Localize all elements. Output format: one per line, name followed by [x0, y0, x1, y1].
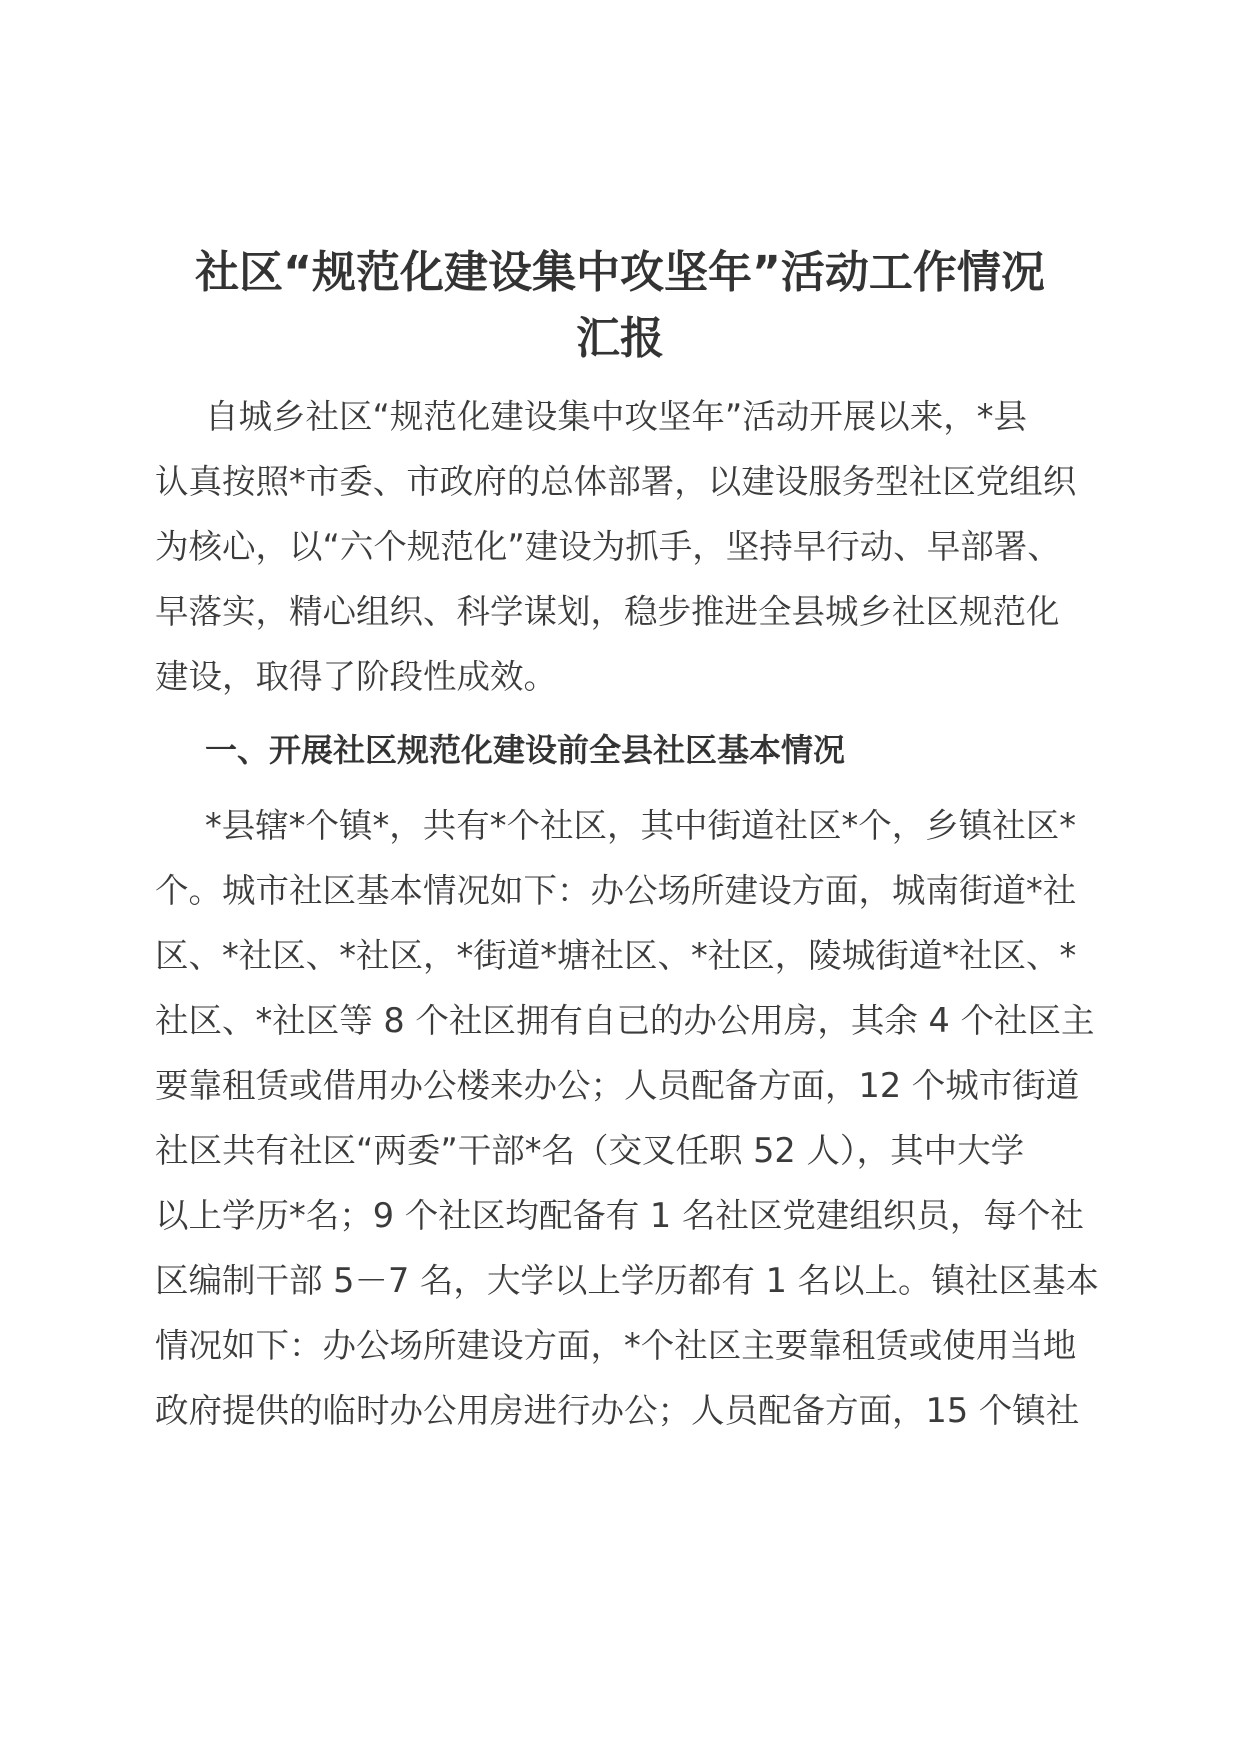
title-line-2: 汇报	[576, 313, 664, 364]
document-title	[150, 240, 1090, 372]
paragraph-line: 政府提供的临时办公用房进行办公；人员配备方面，15 个镇社	[155, 1391, 1080, 1430]
paragraph-line: 个。城市社区基本情况如下：办公场所建设方面，城南街道*社	[155, 871, 1077, 910]
section1-paragraph	[155, 793, 1100, 1443]
title-line-1: 社区“规范化建设集中攻坚年”活动工作情况	[195, 247, 1045, 298]
paragraph-line: 要靠租赁或借用办公楼来办公；人员配备方面，12 个城市街道	[155, 1066, 1080, 1105]
paragraph-line: 建设，取得了阶段性成效。	[155, 657, 557, 696]
paragraph-line: 认真按照*市委、市政府的总体部署，以建设服务型社区党组织	[155, 462, 1077, 501]
paragraph-line: 社区、*社区等 8 个社区拥有自已的办公用房，其余 4 个社区主	[155, 1001, 1095, 1040]
paragraph-line: 自城乡社区“规范化建设集中攻坚年”活动开展以来，*县	[205, 397, 1027, 436]
intro-paragraph	[155, 384, 1085, 709]
paragraph-line: 早落实，精心组织、科学谋划，稳步推进全县城乡社区规范化	[155, 592, 1060, 631]
paragraph-line: 以上学历*名；9 个社区均配备有 1 名社区党建组织员，每个社	[155, 1196, 1084, 1235]
paragraph-line: 区、*社区、*社区，*街道*塘社区、*社区，陵城街道*社区、*	[155, 936, 1077, 975]
paragraph-line: 社区共有社区“两委”干部*名（交叉任职 52 人），其中大学	[155, 1131, 1025, 1170]
paragraph-line: 情况如下：办公场所建设方面，*个社区主要靠租赁或使用当地	[155, 1326, 1077, 1365]
paragraph-line: 为核心，以“六个规范化”建设为抓手，坚持早行动、早部署、	[155, 527, 1061, 566]
paragraph-line: *县辖*个镇*，共有*个社区，其中街道社区*个，乡镇社区*	[205, 806, 1076, 845]
paragraph-line: 区编制干部 5－7 名，大学以上学历都有 1 名以上。镇社区基本	[155, 1261, 1100, 1300]
section-heading: 一、开展社区规范化建设前全县社区基本情况	[205, 731, 846, 769]
